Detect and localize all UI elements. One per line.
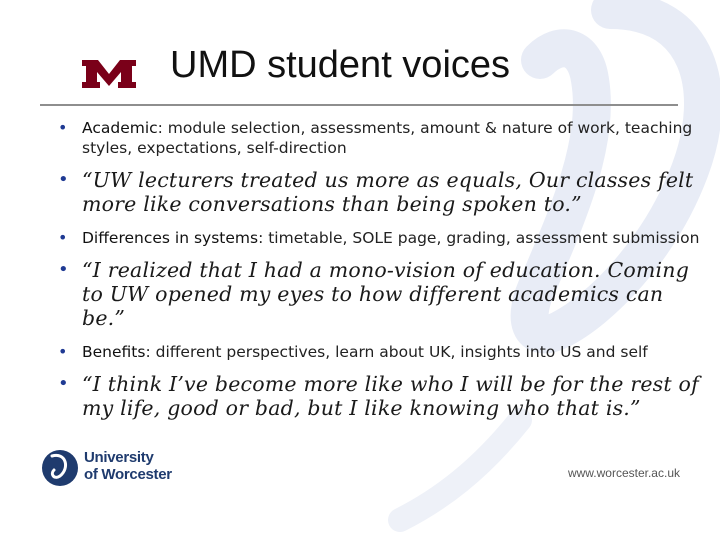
bullet-lead: Academic — [82, 119, 158, 137]
bullet-quote: • “I realized that I had a mono-vision of education. Coming to UW opened my eyes to how different academics can be.” — [50, 258, 710, 330]
bullet-lead: Benefits — [82, 343, 146, 361]
bullet-benefits — [50, 342, 710, 362]
bullet-text: : module selection, assessments, amount & nature of work, teaching styles, expectations, self-direction — [82, 119, 693, 157]
slide-header — [0, 0, 720, 108]
umd-logo-icon — [82, 58, 136, 90]
header-divider — [40, 104, 678, 106]
worcester-logo-wordmark — [84, 449, 172, 483]
logo-line-1: University — [84, 449, 154, 466]
page-title: UMD student voices — [170, 44, 511, 86]
bullet-text: : different perspectives, learn about UK, insights into US and self — [145, 343, 648, 361]
bullet-quote: • “I think I’ve become more like who I will be for the rest of my life, good or bad, but I like knowing who that is.” — [50, 372, 710, 420]
bullet-differences — [50, 228, 710, 248]
logo-line-2: of Worcester — [84, 466, 172, 483]
bullet-quote: • “UW lecturers treated us more as equals, Our classes felt more like conversations than being spoken to.” — [50, 168, 710, 216]
bullet-text: : timetable, SOLE page, grading, assessment submission — [258, 229, 700, 247]
bullet-academic — [50, 118, 710, 158]
footer-url: www.worcester.ac.uk — [567, 466, 680, 480]
bullet-lead: Differences in systems — [82, 229, 259, 247]
bullet-list — [50, 118, 710, 432]
